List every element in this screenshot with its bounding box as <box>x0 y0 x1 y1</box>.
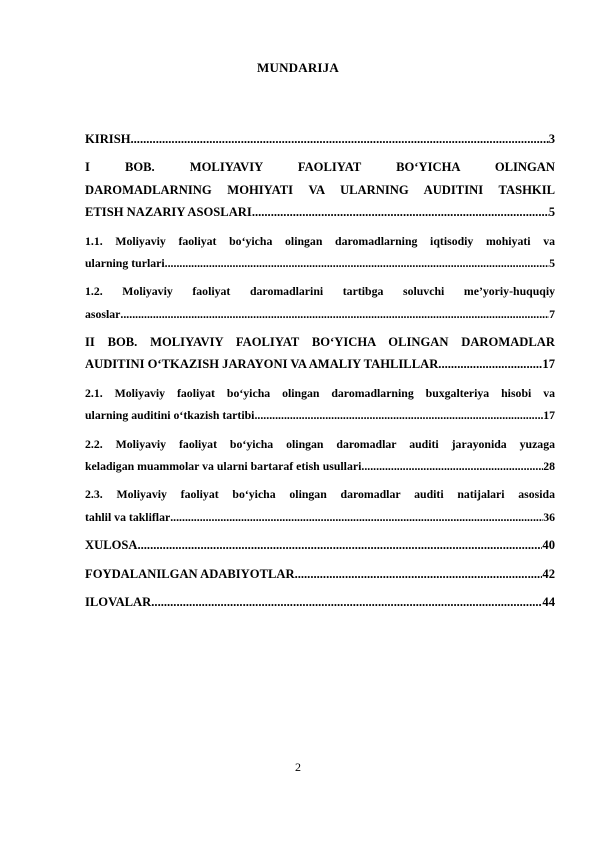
toc-leader-dots <box>131 128 549 150</box>
toc-entry-text: AUDITINI O‘TKAZISH JARAYONI VA AMALIY TAHLILLAR <box>85 357 439 372</box>
toc-entry-text-line: 1.1. Moliyaviy faoliyat bo‘yicha olingan daromadlarning iqtisodiy mohiyati va <box>85 233 555 248</box>
toc-entry-text: tahlil va takliflar <box>85 509 171 524</box>
toc-entry-text-line: 2.1. Moliyaviy faoliyat bo‘yicha olingan daromadlarning buxgalteriya hisobi va <box>85 385 555 400</box>
toc-entry-kirish[interactable] <box>85 128 555 150</box>
toc-entry-adabiyotlar[interactable] <box>85 563 555 585</box>
toc-page-number: 17 <box>542 357 555 372</box>
toc-entry-ilovalar[interactable] <box>85 591 555 613</box>
toc-page-number: 44 <box>542 595 555 610</box>
table-of-contents <box>85 128 555 620</box>
toc-page-number: 36 <box>543 509 555 524</box>
toc-entry-text-line: 1.2. Moliyaviy faoliyat daromadlarini tartibga soluvchi me’yoriy-huquqiy <box>85 284 555 299</box>
toc-entry-text: FOYDALANILGAN ADABIYOTLAR <box>85 566 295 581</box>
toc-entry-text: ularning turlari <box>85 255 165 270</box>
toc-page-number: 42 <box>542 566 555 581</box>
toc-page-number: 28 <box>543 458 555 473</box>
toc-leader-dots <box>151 591 542 613</box>
toc-leader-dots <box>137 534 542 556</box>
toc-entry-xulosa[interactable] <box>85 534 555 556</box>
toc-page-number: 5 <box>549 255 555 270</box>
toc-page-number: 7 <box>549 306 555 321</box>
toc-page-number: 17 <box>543 408 555 423</box>
toc-page-number: 3 <box>548 132 555 146</box>
toc-leader-dots <box>438 353 542 375</box>
toc-entry-text: asoslar <box>85 306 121 321</box>
toc-entry-chapter-1[interactable] <box>85 156 555 223</box>
page-title: MUNDARIJA <box>257 60 339 75</box>
toc-entry-text-line: I BOB. MOLIYAVIY FAOLIYAT BO‘YICHA OLINGAN <box>85 160 555 175</box>
toc-page-number: 40 <box>542 538 555 553</box>
toc-leader-dots <box>170 506 543 528</box>
toc-entry-text: keladigan muammolar va ularni bartaraf etish usullari <box>85 458 362 473</box>
toc-entry-text-line: 2.3. Moliyaviy faoliyat bo‘yicha olingan daromadlar auditi natijalari asosida <box>85 487 555 502</box>
toc-leader-dots <box>361 455 543 477</box>
toc-entry-text-line: 2.2. Moliyaviy faoliyat bo‘yicha olingan daromadlar auditi jarayonida yuzaga <box>85 436 555 451</box>
toc-leader-dots <box>254 404 543 426</box>
page-number: 2 <box>295 760 301 774</box>
toc-entry-section-2-1[interactable] <box>85 382 555 427</box>
toc-entry-section-1-1[interactable] <box>85 230 555 275</box>
toc-entry-text: ETISH NAZARIY ASOSLARI <box>85 205 252 220</box>
toc-entry-section-2-3[interactable] <box>85 483 555 528</box>
toc-entry-section-2-2[interactable] <box>85 433 555 478</box>
toc-entry-text: XULOSA <box>85 538 138 553</box>
toc-leader-dots <box>165 252 549 274</box>
toc-leader-dots <box>120 303 549 325</box>
toc-leader-dots <box>252 201 549 223</box>
toc-page-number: 5 <box>548 205 555 220</box>
toc-entry-text: KIRISH <box>85 132 131 146</box>
toc-entry-chapter-2[interactable] <box>85 331 555 376</box>
toc-entry-text-line: DAROMADLARNING MOHIYATI VA ULARNING AUDITINI TASHKIL <box>85 182 555 197</box>
toc-entry-text: ularning auditini o‘tkazish tartibi <box>85 408 255 423</box>
toc-leader-dots <box>295 563 543 585</box>
toc-entry-section-1-2[interactable] <box>85 280 555 325</box>
toc-entry-text: ILOVALAR <box>85 595 152 610</box>
toc-entry-text-line: II BOB. MOLIYAVIY FAOLIYAT BO‘YICHA OLINGAN DAROMADLAR <box>85 335 555 350</box>
